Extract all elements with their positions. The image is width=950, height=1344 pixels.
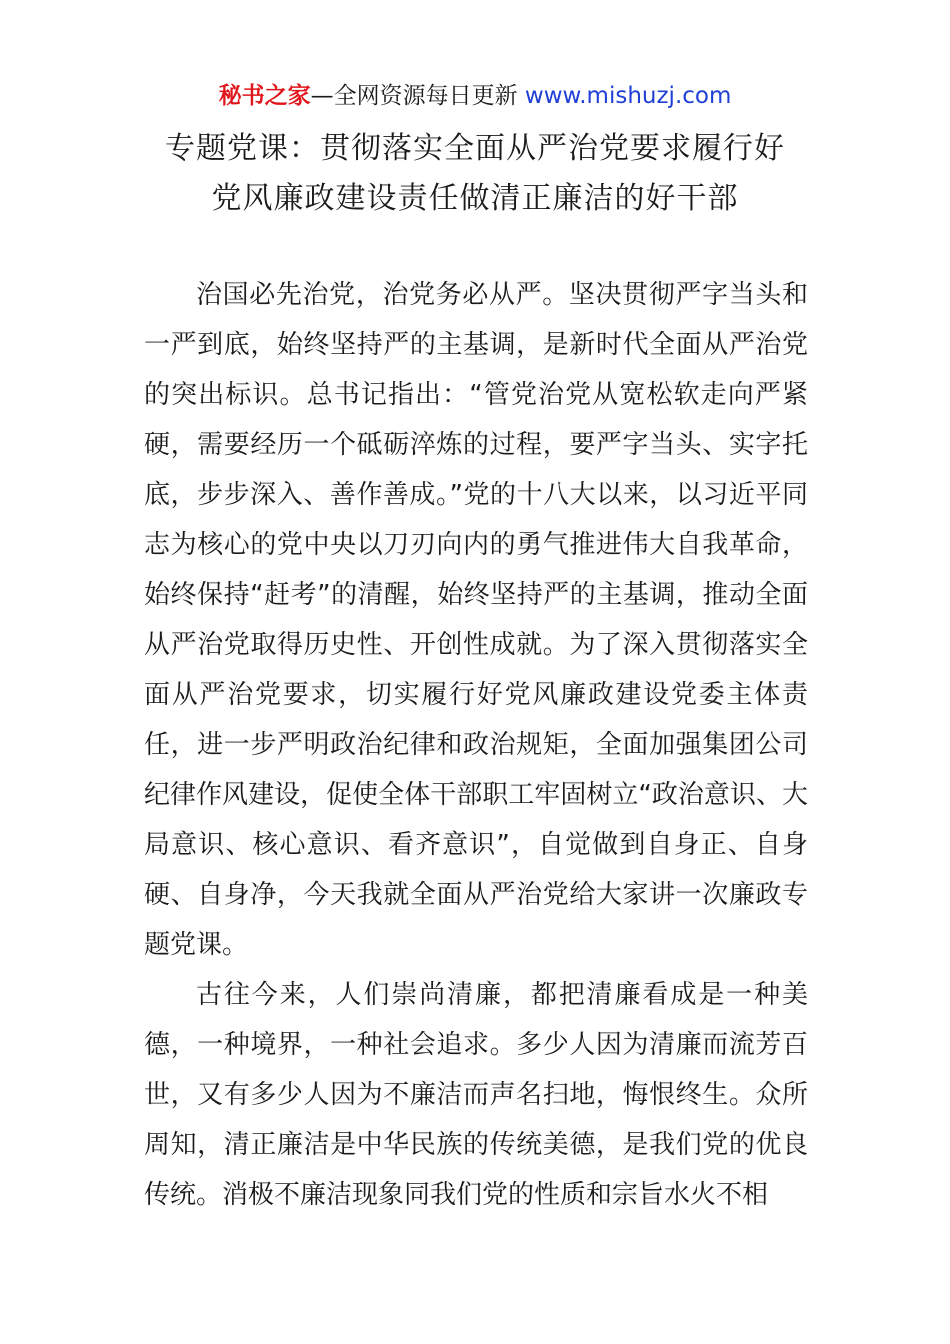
site-tagline: —全网资源每日更新: [310, 83, 525, 109]
paragraph-2: 古往今来，人们崇尚清廉，都把清廉看成是一种美德，一种境界，一种社会追求。多少人因为清廉而流芳百世，又有多少人因为不廉洁而声名扫地，悔恨终生。众所周知，清正廉洁是中华民族的传统美德，是我们党的优良传统。消极不廉洁现象同我们党的性质和宗旨水火不相: [144, 980, 808, 1210]
site-header: [0, 80, 950, 112]
document-body: [144, 270, 808, 1220]
title-line-2: 党风廉政建设责任做清正廉洁的好干部: [211, 181, 739, 216]
paragraph-1: 治国必先治党，治党务必从严。坚决贯彻严字当头和一严到底，始终坚持严的主基调，是新时代全面从严治党的突出标识。总书记指出：“管党治党从宽松软走向严紧硬，需要经历一个砥砺淬炼的过程，要严字当头、实字托底，步步深入、善作善成。”党的十八大以来，以习近平同志为核心的党中央以刀刃向内的勇气推进伟大自我革命，始终保持“赶考”的清醒，始终坚持严的主基调，推动全面从严治党取得历史性、开创性成就。为了深入贯彻落实全面从严治党要求，切实履行好党风廉政建设党委主体责任，进一步严明政治纪律和政治规矩，全面加强集团公司纪律作风建设，促使全体干部职工牢固树立“政治意识、大局意识、核心意识、看齐意识”，自觉做到自身正、自身硬、自身净，今天我就全面从严治党给大家讲一次廉政专题党课。: [144, 280, 808, 960]
title-line-1: 专题党课：贯彻落实全面从严治党要求履行好: [165, 131, 785, 166]
document-title: [0, 124, 950, 224]
site-url-link[interactable]: www.mishuzj.com: [524, 83, 732, 109]
site-brand: 秘书之家: [218, 83, 311, 109]
